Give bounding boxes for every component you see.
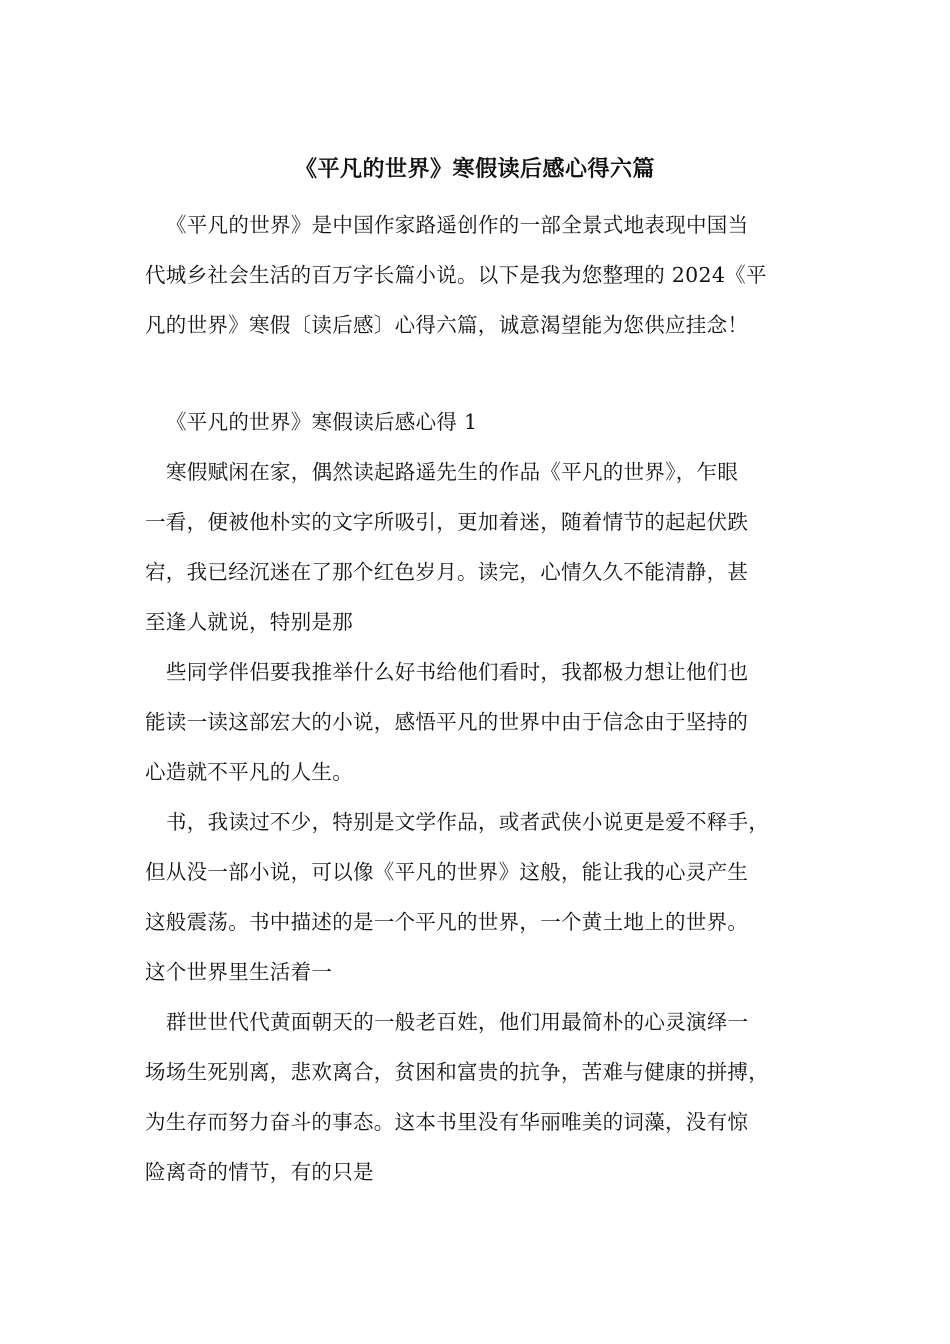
intro-line-2: 代城乡社会生活的百万字长篇小说。以下是我为您整理的 2024《平	[145, 263, 767, 287]
paragraph-4-line-3: 为生存而努力奋斗的事态。这本书里没有华丽唯美的词藻，没有惊	[145, 1110, 749, 1134]
paragraph-4-line-2: 场场生死别离，悲欢离合，贫困和富贵的抗争，苦难与健康的拼搏，	[145, 1060, 769, 1084]
paragraph-1-line-4: 至逢人就说，特别是那	[145, 610, 353, 634]
paragraph-3-line-4: 这个世界里生活着一	[145, 960, 333, 984]
intro-line-1: 《平凡的世界》是中国作家路遥创作的一部全景式地表现中国当	[166, 213, 749, 237]
paragraph-1-line-1: 寒假赋闲在家，偶然读起路遥先生的作品《平凡的世界》，乍眼	[166, 460, 739, 484]
paragraph-1-line-2: 一看，便被他朴实的文字所吸引，更加着迷，随着情节的起起伏跌	[145, 510, 749, 534]
paragraph-3-line-1: 书，我读过不少，特别是文学作品，或者武侠小说更是爱不释手，	[166, 810, 770, 834]
paragraph-4-line-4: 险离奇的情节，有的只是	[145, 1160, 374, 1184]
paragraph-1-line-3: 宕，我已经沉迷在了那个红色岁月。读完，心情久久不能清静，甚	[145, 560, 749, 584]
paragraph-2-line-2: 能读一读这部宏大的小说，感悟平凡的世界中由于信念由于坚持的	[145, 710, 749, 734]
paragraph-3-line-2: 但从没一部小说，可以像《平凡的世界》这般，能让我的心灵产生	[145, 860, 749, 884]
paragraph-2-line-3: 心造就不平凡的人生。	[145, 760, 353, 784]
paragraph-2-line-1: 些同学伴侣要我推举什么好书给他们看时，我都极力想让他们也	[166, 660, 749, 684]
paragraph-4-line-1: 群世世代代黄面朝天的一般老百姓，他们用最简朴的心灵演绎一	[166, 1010, 749, 1034]
document-title: 《平凡的世界》寒假读后感心得六篇	[294, 157, 655, 182]
paragraph-3-line-3: 这般震荡。书中描述的是一个平凡的世界，一个黄土地上的世界。	[145, 910, 749, 934]
section-heading: 《平凡的世界》寒假读后感心得 1	[166, 410, 478, 434]
intro-line-3: 凡的世界》寒假〔读后感〕心得六篇，诚意渴望能为您供应挂念！	[145, 313, 749, 337]
